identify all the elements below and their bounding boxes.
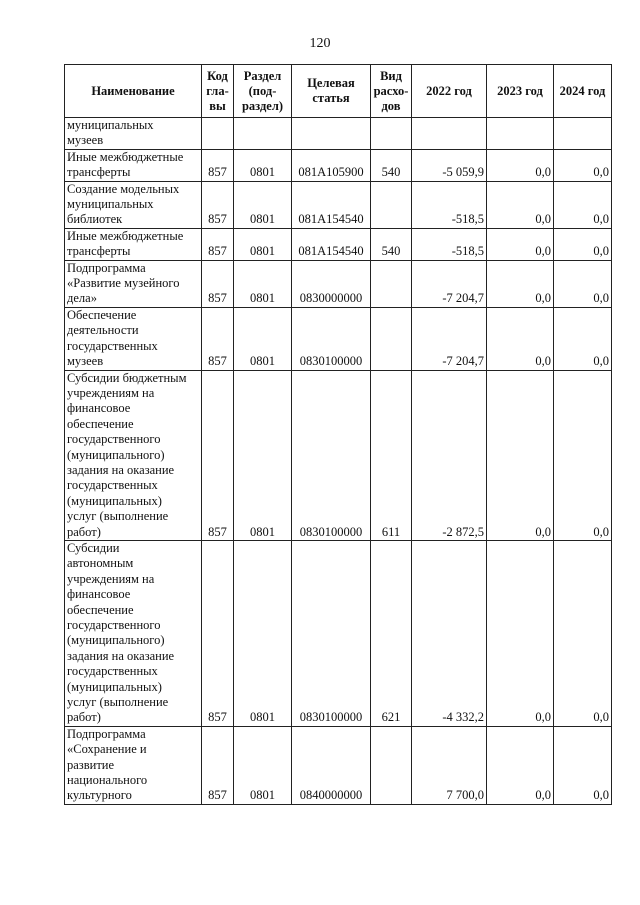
cell-name-line: муниципальных <box>67 197 154 212</box>
cell-2023: 0,0 <box>487 370 554 540</box>
cell-name-line: деятельности <box>67 323 139 338</box>
cell-target: 0830100000 <box>292 307 371 370</box>
cell-name-line: дела» <box>67 291 97 306</box>
cell-2023: 0,0 <box>487 181 554 228</box>
cell-target <box>292 118 371 150</box>
cell-code: 857 <box>202 260 234 307</box>
page-number: 120 <box>309 36 331 51</box>
table-header-row <box>65 65 612 118</box>
cell-name-line: (муниципального) <box>67 447 165 462</box>
cell-name-line: «Сохранение и <box>67 742 147 757</box>
header-2022: 2022 год <box>412 65 487 118</box>
cell-name-line: обеспечение <box>67 416 134 431</box>
cell-name-line: Подпрограмма <box>67 726 146 741</box>
cell-name-line: государственных <box>67 478 158 493</box>
table-row <box>65 149 612 181</box>
budget-table <box>64 64 612 805</box>
cell-target: 081A105900 <box>292 149 371 181</box>
cell-name-line: музеев <box>67 354 104 369</box>
cell-2022: -5 059,9 <box>412 149 487 181</box>
cell-2022: 7 700,0 <box>412 726 487 804</box>
cell-name-line: трансферты <box>67 244 131 259</box>
cell-name-line: библиотек <box>67 212 123 227</box>
cell-target: 081A154540 <box>292 181 371 228</box>
cell-name-line: Субсидии бюджетным <box>67 370 187 385</box>
cell-name-line: национального <box>67 773 148 788</box>
cell-code: 857 <box>202 181 234 228</box>
cell-name <box>65 726 202 804</box>
table-row <box>65 726 612 804</box>
cell-name-line: услуг (выполнение <box>67 509 169 524</box>
cell-code: 857 <box>202 370 234 540</box>
cell-2022: -7 204,7 <box>412 307 487 370</box>
cell-2023: 0,0 <box>487 540 554 726</box>
cell-kind <box>371 726 412 804</box>
cell-2023: 0,0 <box>487 228 554 260</box>
cell-name-line: развитие <box>67 757 115 772</box>
cell-section: 0801 <box>234 726 292 804</box>
cell-2022: -2 872,5 <box>412 370 487 540</box>
cell-kind: 540 <box>371 228 412 260</box>
cell-name-line: задания на оказание <box>67 462 175 477</box>
cell-2024: 0,0 <box>554 149 612 181</box>
cell-target: 0830100000 <box>292 540 371 726</box>
cell-name-line: услуг (выполнение <box>67 695 169 710</box>
cell-name-line: муниципальных <box>67 118 154 132</box>
cell-name-line: (муниципальных) <box>67 679 162 694</box>
cell-section: 0801 <box>234 540 292 726</box>
cell-name-line: государственного <box>67 618 161 632</box>
table-row <box>65 181 612 228</box>
cell-kind <box>371 181 412 228</box>
cell-code: 857 <box>202 149 234 181</box>
cell-name-line: государственного <box>67 432 161 447</box>
cell-2024: 0,0 <box>554 260 612 307</box>
table-row <box>65 540 612 726</box>
cell-name-line: финансовое <box>67 401 131 416</box>
cell-2022: -518,5 <box>412 228 487 260</box>
cell-name-line: Создание модельных <box>67 181 180 196</box>
cell-name-line: государственных <box>67 664 158 679</box>
cell-2023: 0,0 <box>487 726 554 804</box>
cell-2024: 0,0 <box>554 370 612 540</box>
header-kind: Вид расхо-дов <box>371 65 412 118</box>
cell-name <box>65 540 202 726</box>
cell-kind: 611 <box>371 370 412 540</box>
header-section: Раздел (под-раздел) <box>234 65 292 118</box>
cell-2024 <box>554 118 612 150</box>
cell-name-line: задания на оказание <box>67 648 175 663</box>
cell-2022: -518,5 <box>412 181 487 228</box>
cell-2024: 0,0 <box>554 228 612 260</box>
cell-target: 0840000000 <box>292 726 371 804</box>
cell-kind <box>371 260 412 307</box>
cell-name-line: Иные межбюджетные <box>67 228 184 243</box>
cell-2023: 0,0 <box>487 307 554 370</box>
cell-name-line: (муниципальных) <box>67 493 162 508</box>
cell-name-line: учреждениям на <box>67 385 155 400</box>
cell-section: 0801 <box>234 260 292 307</box>
cell-name-line: финансовое <box>67 587 131 602</box>
cell-name-line: Подпрограмма <box>67 260 146 275</box>
cell-target: 0830100000 <box>292 370 371 540</box>
cell-2024: 0,0 <box>554 181 612 228</box>
cell-name <box>65 260 202 307</box>
cell-section: 0801 <box>234 181 292 228</box>
cell-target: 081A154540 <box>292 228 371 260</box>
cell-name <box>65 118 202 150</box>
cell-name-line: учреждениям на <box>67 571 155 586</box>
cell-kind: 621 <box>371 540 412 726</box>
table-row <box>65 307 612 370</box>
cell-name-line: работ) <box>67 710 101 725</box>
cell-kind <box>371 307 412 370</box>
cell-name-line: трансферты <box>67 165 131 180</box>
cell-code: 857 <box>202 540 234 726</box>
cell-code: 857 <box>202 726 234 804</box>
cell-code: 857 <box>202 307 234 370</box>
header-2024: 2024 год <box>554 65 612 118</box>
cell-name-line: обеспечение <box>67 602 134 617</box>
cell-section: 0801 <box>234 370 292 540</box>
cell-2023 <box>487 118 554 150</box>
cell-name-line: «Развитие музейного <box>67 276 180 291</box>
cell-name-line: автономным <box>67 556 134 571</box>
cell-name-line: культурного <box>67 788 132 803</box>
table-row <box>65 260 612 307</box>
cell-kind: 540 <box>371 149 412 181</box>
cell-name <box>65 370 202 540</box>
cell-section <box>234 118 292 150</box>
cell-2024: 0,0 <box>554 540 612 726</box>
cell-2022: -4 332,2 <box>412 540 487 726</box>
cell-2022 <box>412 118 487 150</box>
cell-2024: 0,0 <box>554 307 612 370</box>
cell-name-line: Обеспечение <box>67 307 137 322</box>
cell-name <box>65 228 202 260</box>
cell-section: 0801 <box>234 228 292 260</box>
cell-2023: 0,0 <box>487 260 554 307</box>
header-target: Целевая статья <box>292 65 371 118</box>
cell-name-line: музеев <box>67 133 104 148</box>
cell-name-line: Субсидии <box>67 540 120 555</box>
cell-name <box>65 181 202 228</box>
table-row <box>65 370 612 540</box>
cell-2023: 0,0 <box>487 149 554 181</box>
cell-2024: 0,0 <box>554 726 612 804</box>
cell-name-line: (муниципального) <box>67 633 165 648</box>
cell-code: 857 <box>202 228 234 260</box>
header-code: Код гла-вы <box>202 65 234 118</box>
cell-name <box>65 307 202 370</box>
cell-section: 0801 <box>234 149 292 181</box>
cell-name <box>65 149 202 181</box>
cell-section: 0801 <box>234 307 292 370</box>
cell-kind <box>371 118 412 150</box>
cell-name-line: работ) <box>67 524 101 539</box>
cell-2022: -7 204,7 <box>412 260 487 307</box>
header-2023: 2023 год <box>487 65 554 118</box>
header-name: Наименование <box>65 65 202 118</box>
cell-name-line: Иные межбюджетные <box>67 149 184 164</box>
cell-target: 0830000000 <box>292 260 371 307</box>
cell-code <box>202 118 234 150</box>
table-row <box>65 118 612 150</box>
table-row <box>65 228 612 260</box>
cell-name-line: государственных <box>67 338 158 353</box>
table-body <box>65 118 612 805</box>
